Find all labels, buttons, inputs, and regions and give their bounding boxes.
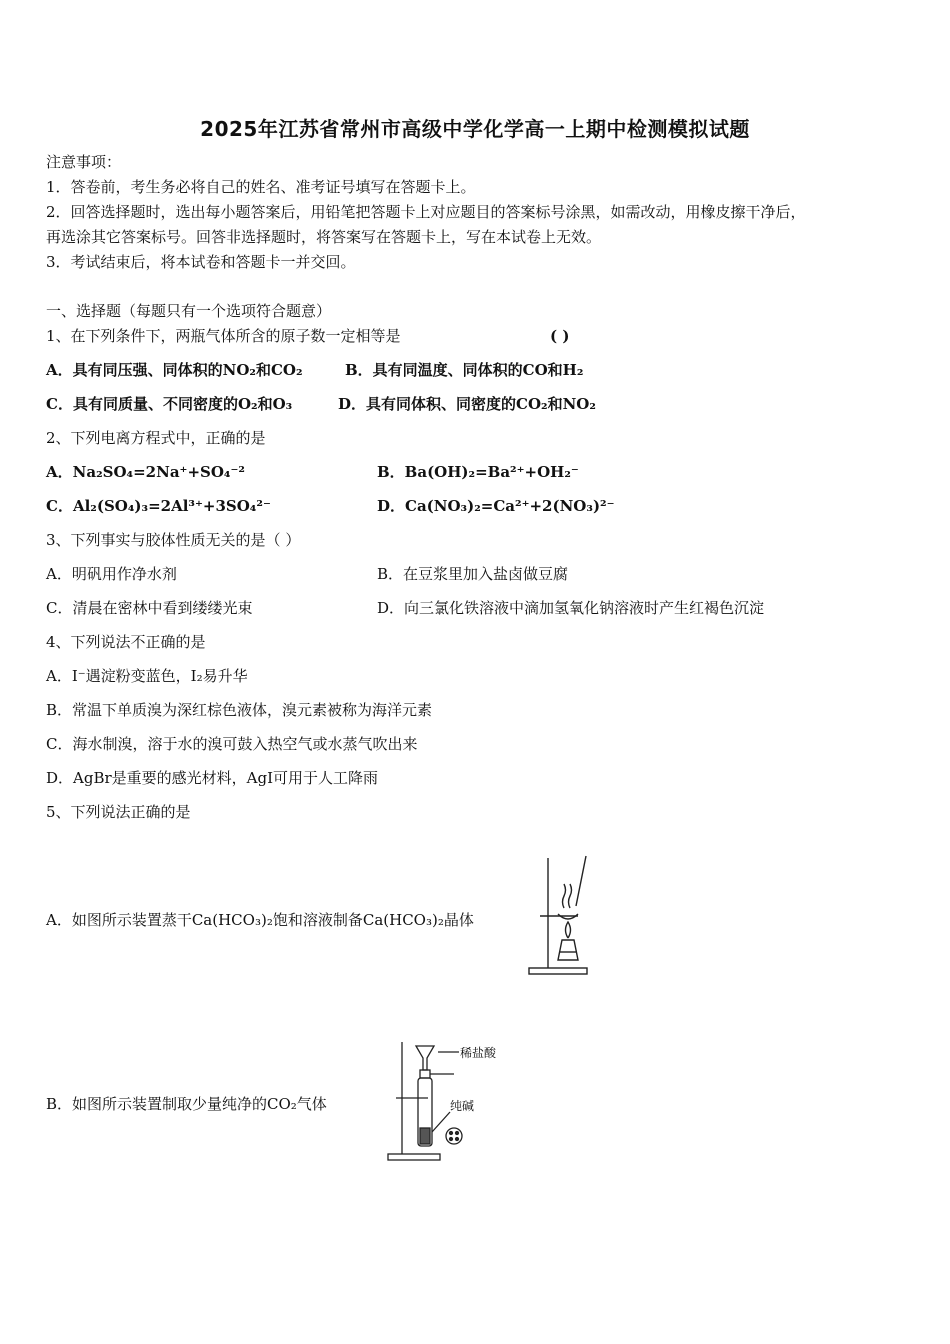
glass-rod [576,856,586,906]
stand-base [529,968,587,974]
notice-heading: 注意事项： [46,153,122,171]
vapor-wisp-2 [569,884,572,908]
q2-option-a: A．Na₂SO₄=2Na⁺+SO₄⁻² [46,463,245,481]
evaporation-apparatus-figure [526,852,596,978]
q1-answer-paren: ( ) [550,327,570,345]
q1-option-c: C．具有同质量、不同密度的O₂和O₃ [46,395,293,413]
q1-option-a: A．具有同压强、同体积的NO₂和CO₂ [46,361,303,379]
alcohol-lamp [558,940,578,960]
q4-option-a: A．I⁻遇淀粉变蓝色，I₂易升华 [46,667,248,685]
q3-option-a: A．明矾用作净水剂 [46,565,177,583]
label-leader-soda [432,1112,450,1132]
q4-option-d: D．AgBr是重要的感光材料，AgI可用于人工降雨 [46,769,379,787]
q3-option-b: B．在豆浆里加入盐卤做豆腐 [377,565,569,583]
material-callout [446,1128,462,1144]
stand-base [388,1154,440,1160]
q3-stem: 3、下列事实与胶体性质无关的是（ ） [46,531,301,549]
q5-option-a: A．如图所示装置蒸干Ca(HCO₃)₂饱和溶液制备Ca(HCO₃)₂晶体 [46,911,474,929]
page-title: 2025年江苏省常州市高级中学化学高一上期中检测模拟试题 [200,117,750,141]
notice-item-2: 2．回答选择题时，选出每小题答案后，用铅笔把答题卡上对应题目的答案标号涂黑，如需改动，用橡皮擦干净后， [46,203,806,221]
notice-item-3: 3．考试结束后，将本试卷和答题卡一并交回。 [46,253,356,271]
flame [566,922,571,938]
sodium-carbonate-solid [420,1128,430,1144]
q5-stem: 5、下列说法正确的是 [46,803,191,821]
q2-stem: 2、下列电离方程式中，正确的是 [46,429,266,447]
separatory-funnel [416,1046,434,1070]
q2-option-d: D．Ca(NO₃)₂=Ca²⁺+2(NO₃)²⁻ [377,497,615,515]
q5-option-b: B．如图所示装置制取少量纯净的CO₂气体 [46,1095,327,1113]
notice-item-2-cont: 再选涂其它答案标号。回答非选择题时，将答案写在答题卡上，写在本试卷上无效。 [46,228,602,246]
q1-stem: 1、在下列条件下，两瓶气体所含的原子数一定相等是 [46,327,401,345]
section-heading: 一、选择题（每题只有一个选项符合题意） [46,302,332,320]
q4-option-b: B．常温下单质溴为深红棕色液体，溴元素被称为海洋元素 [46,701,433,719]
q1-option-b: B．具有同温度、同体积的CO和H₂ [345,361,584,379]
q1-option-d: D．具有同体积、同密度的CO₂和NO₂ [338,395,596,413]
label-dilute-hcl: 稀盐酸 [460,1046,497,1060]
q3-option-c: C．清晨在密林中看到缕缕光束 [46,599,253,617]
q2-option-b: B．Ba(OH)₂=Ba²⁺+OH₂⁻ [377,463,579,481]
q3-option-d: D．向三氯化铁溶液中滴加氢氧化钠溶液时产生红褐色沉淀 [377,599,765,617]
label-soda-ash: 纯碱 [450,1099,475,1113]
notice-item-1: 1．答卷前，考生务必将自己的姓名、准考证号填写在答题卡上。 [46,178,476,196]
q2-option-c: C．Al₂(SO₄)₃=2Al³⁺+3SO₄²⁻ [46,497,271,515]
q4-stem: 4、下列说法不正确的是 [46,633,206,651]
stopper [420,1070,430,1078]
vapor-wisp-1 [563,884,566,908]
co2-apparatus-figure [384,1040,514,1164]
q4-option-c: C．海水制溴，溶于水的溴可鼓入热空气或水蒸气吹出来 [46,735,418,753]
